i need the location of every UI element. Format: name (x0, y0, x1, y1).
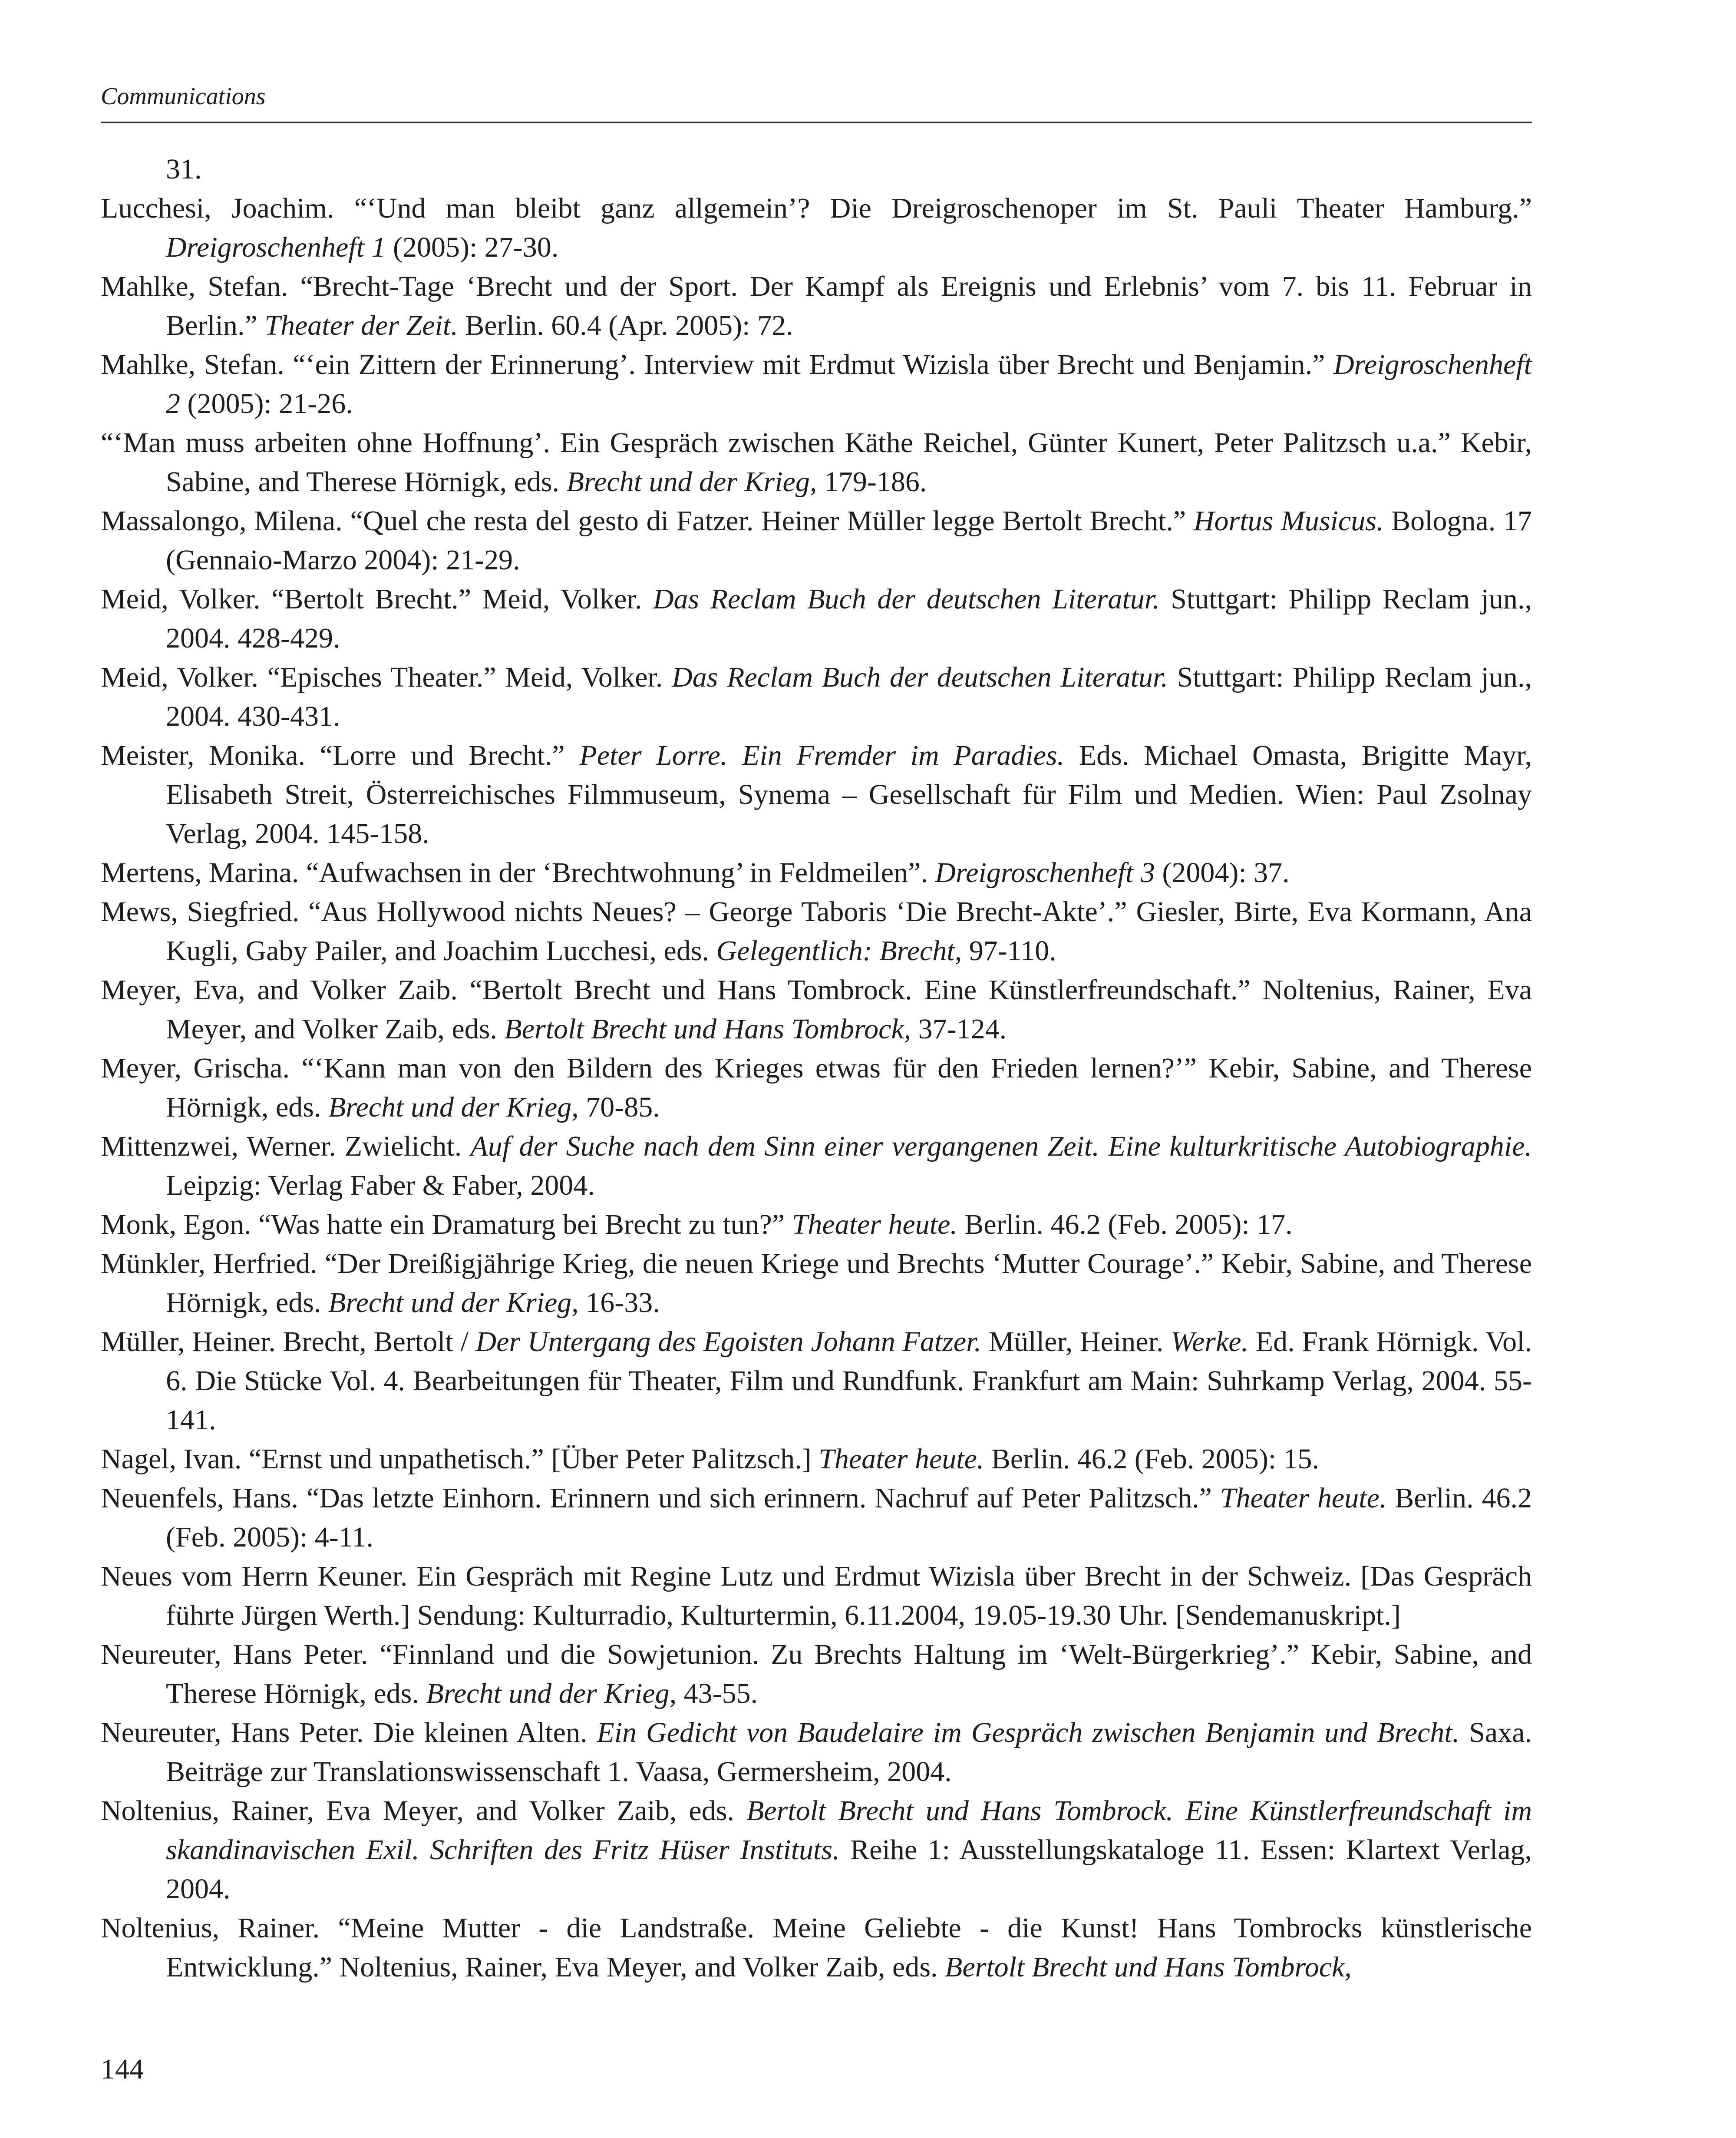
bibliography-entry (101, 971, 1532, 1049)
entry-text: Neues vom Herrn Keuner. Ein Gespräch mit Regine Lutz und Erdmut Wizisla über Brecht in der Schweiz. [Das Gespräch führte Jürgen Werth.] Sendung: Kulturradio, Kulturtermin, 6.11.2004, 19.05-19.30 Uhr. [Sendemanuskript.] (101, 1560, 1532, 1631)
entry-text: Müller, Heiner. Brecht, Bertolt / (101, 1326, 476, 1358)
entry-text: Stuttgart: Philipp Reclam jun., 2004. 430-431. (166, 661, 1532, 732)
entry-text: 179-186. (817, 466, 927, 498)
entry-text: Eds. Michael Omasta, Brigitte Mayr, Elisabeth Streit, Österreichisches Filmmuseum, Synema – Gesellschaft für Film und Medien. Wien: Paul Zsolnay Verlag, 2004. 145-158. (166, 740, 1532, 849)
entry-text: Meyer, Eva, and Volker Zaib. “Bertolt Brecht und Hans Tombrock. Eine Künstlerfreundschaft.” Noltenius, Rainer, Eva Meyer, and Volker Zaib, eds. (101, 974, 1532, 1045)
entry-text: “‘Man muss arbeiten ohne Hoffnung’. Ein Gespräch zwischen Käthe Reichel, Günter Kunert, Peter Palitzsch u.a.” Kebir, Sabine, and Therese Hörnigk, eds. (101, 427, 1532, 498)
entry-text: 70-85. (578, 1091, 660, 1123)
entry-text: (2005): 27-30. (386, 231, 559, 263)
entry-text: Lucchesi, Joachim. “‘Und man bleibt ganz allgemein’? Die Dreigroschenoper im St. Pauli Theater Hamburg.” (101, 192, 1532, 224)
bibliography-entry (101, 502, 1532, 580)
entry-title-italic: Bertolt Brecht und Hans Tombrock, (945, 1951, 1352, 1983)
entry-text: Mahlke, Stefan. “Brecht-Tage ‘Brecht und der Sport. Der Kampf als Ereignis und Erlebnis’ vom 7. bis 11. Februar in Berlin.” (101, 271, 1532, 341)
entry-text: Monk, Egon. “Was hatte ein Dramaturg bei Brecht zu tun?” (101, 1209, 792, 1240)
running-head: Communications (101, 83, 266, 110)
entry-title-italic: Peter Lorre. Ein Fremder im Paradies. (579, 740, 1065, 771)
entry-text: Mittenzwei, Werner. Zwielicht. (101, 1130, 471, 1162)
entry-text: Berlin. 60.4 (Apr. 2005): 72. (458, 310, 793, 341)
entry-text: Bologna. 17 (Gennaio-Marzo 2004): 21-29. (166, 505, 1532, 576)
bibliography-entry (101, 580, 1532, 658)
entry-text: Müller, Heiner. (981, 1326, 1171, 1358)
entry-title-italic: Der Untergang des Egoisten Johann Fatzer. (475, 1326, 982, 1358)
entry-text: Neureuter, Hans Peter. Die kleinen Alten. (101, 1717, 597, 1748)
bibliography-entry (101, 1635, 1532, 1713)
bibliography-entry (101, 1127, 1532, 1205)
entry-title-italic: Dreigroschenheft 1 (166, 231, 386, 263)
entry-text: Noltenius, Rainer, Eva Meyer, and Volker Zaib, eds. (101, 1795, 746, 1827)
bibliography-entry (101, 853, 1532, 892)
entry-text: Berlin. 46.2 (Feb. 2005): 4-11. (166, 1482, 1532, 1553)
entry-title-italic: Hortus Musicus. (1193, 505, 1384, 537)
bibliography-entry (101, 1322, 1532, 1440)
bibliography-entry (101, 1479, 1532, 1557)
entry-text: Neuenfels, Hans. “Das letzte Einhorn. Erinnern und sich erinnern. Nachruf auf Peter Palitzsch.” (101, 1482, 1220, 1514)
entry-text: 37-124. (911, 1013, 1007, 1045)
entry-title-italic: Bertolt Brecht und Hans Tombrock, (504, 1013, 911, 1045)
continued-entry-line: 31. (166, 153, 202, 185)
header-rule (101, 122, 1532, 123)
entry-text: Münkler, Herfried. “Der Dreißigjährige Krieg, die neuen Kriege und Brechts ‘Mutter Courage’.” Kebir, Sabine, and Therese Hörnigk, eds. (101, 1248, 1532, 1318)
bibliography-entry (101, 658, 1532, 736)
entry-title-italic: Theater heute. (1220, 1482, 1387, 1514)
entry-text: 16-33. (578, 1287, 660, 1318)
bibliography-entry (101, 1557, 1532, 1635)
entry-text: Noltenius, Rainer. “Meine Mutter - die Landstraße. Meine Geliebte - die Kunst! Hans Tombrocks künstlerische Entwicklung.” Noltenius, Rainer, Eva Meyer, and Volker Zaib, eds. (101, 1912, 1532, 1983)
entry-title-italic: Das Reclam Buch der deutschen Literatur. (653, 583, 1160, 615)
entry-title-italic: Brecht und der Krieg, (426, 1678, 677, 1709)
bibliography-entry (101, 1244, 1532, 1322)
bibliography-entry (101, 345, 1532, 423)
entry-title-italic: Dreigroschenheft 2 (166, 349, 1532, 420)
bibliography-entry (101, 267, 1532, 345)
entry-text: Reihe 1: Ausstellungskataloge 11. Essen: Klartext Verlag, 2004. (166, 1834, 1532, 1905)
entry-title-italic: Theater heute. (792, 1209, 957, 1240)
entry-text: Nagel, Ivan. “Ernst und unpathetisch.” [Über Peter Palitzsch.] (101, 1443, 819, 1475)
entry-text: Massalongo, Milena. “Quel che resta del gesto di Fatzer. Heiner Müller legge Bertolt Brecht.” (101, 505, 1194, 537)
entry-text: Stuttgart: Philipp Reclam jun., 2004. 428-429. (166, 583, 1532, 654)
entry-title-italic: Theater der Zeit. (264, 310, 458, 341)
bibliography-entry (101, 189, 1532, 267)
bibliography-entry (101, 736, 1532, 853)
entry-text: Leipzig: Verlag Faber & Faber, 2004. (166, 1170, 595, 1201)
entry-title-italic: Auf der Suche nach dem Sinn einer vergangenen Zeit. Eine kulturkritische Autobiographie. (470, 1130, 1532, 1162)
entry-text: Berlin. 46.2 (Feb. 2005): 17. (957, 1209, 1293, 1240)
bibliography-entry (101, 1791, 1532, 1909)
entry-text: Meid, Volker. “Episches Theater.” Meid, Volker. (101, 661, 672, 693)
entry-text: Meister, Monika. “Lorre und Brecht.” (101, 740, 580, 771)
bibliography-entry (101, 892, 1532, 971)
entry-title-italic: Werke. (1171, 1326, 1249, 1358)
entry-title-italic: Theater heute. (818, 1443, 984, 1475)
entry-title-italic: Brecht und der Krieg, (328, 1091, 579, 1123)
entry-text: Neureuter, Hans Peter. “Finnland und die Sowjetunion. Zu Brechts Haltung im ‘Welt-Bürgerkrieg’.” Kebir, Sabine, and Therese Hörnigk, eds. (101, 1639, 1532, 1709)
entry-text: Ed. Frank Hörnigk. Vol. 6. Die Stücke Vol. 4. Bearbeitungen für Theater, Film und Rundfunk. Frankfurt am Main: Suhrkamp Verlag, 2004. 55-141. (166, 1326, 1532, 1436)
entry-title-italic: Bertolt Brecht und Hans Tombrock. Eine Künstlerfreundschaft im skandinavischen Exil. Schriften des Fritz Hüser Instituts. (166, 1795, 1532, 1866)
entry-text: Mews, Siegfried. “Aus Hollywood nichts Neues? – George Taboris ‘Die Brecht-Akte’.” Giesler, Birte, Eva Kormann, Ana Kugli, Gaby Pailer, and Joachim Lucchesi, eds. (101, 896, 1532, 967)
entry-text: Saxa. Beiträge zur Translationswissenschaft 1. Vaasa, Germersheim, 2004. (166, 1717, 1532, 1788)
entry-text: (2005): 21-26. (180, 388, 353, 420)
entry-container (101, 189, 1532, 1987)
bibliography-entry (101, 1205, 1532, 1244)
bibliography-entry (101, 1049, 1532, 1127)
entry-title-italic: Gelegentlich: Brecht, (716, 935, 962, 967)
bibliography-list (101, 150, 1532, 1987)
entry-text: Meid, Volker. “Bertolt Brecht.” Meid, Volker. (101, 583, 653, 615)
entry-text: (2004): 37. (1155, 857, 1290, 889)
entry-title-italic: Brecht und der Krieg, (328, 1287, 579, 1318)
bibliography-entry (101, 1440, 1532, 1479)
entry-text: 97-110. (962, 935, 1056, 967)
entry-text: Mertens, Marina. “Aufwachsen in der ‘Brechtwohnung’ in Feldmeilen”. (101, 857, 935, 889)
entry-title-italic: Ein Gedicht von Baudelaire im Gespräch zwischen Benjamin und Brecht. (597, 1717, 1460, 1748)
entry-title-italic: Brecht und der Krieg, (566, 466, 817, 498)
page-number: 144 (101, 2053, 144, 2085)
entry-title-italic: Dreigroschenheft 3 (935, 857, 1155, 889)
entry-text: Berlin. 46.2 (Feb. 2005): 15. (984, 1443, 1320, 1475)
entry-title-italic: Das Reclam Buch der deutschen Literatur. (672, 661, 1168, 693)
bibliography-entry (101, 1909, 1532, 1987)
bibliography-entry (101, 423, 1532, 502)
entry-text: Mahlke, Stefan. “‘ein Zittern der Erinnerung’. Interview mit Erdmut Wizisla über Brecht und Benjamin.” (101, 349, 1333, 380)
entry-text: Meyer, Grischa. “‘Kann man von den Bildern des Krieges etwas für den Frieden lernen?’” Kebir, Sabine, and Therese Hörnigk, eds. (101, 1052, 1532, 1123)
bibliography-entry (101, 1713, 1532, 1791)
entry-text: 43-55. (677, 1678, 758, 1709)
